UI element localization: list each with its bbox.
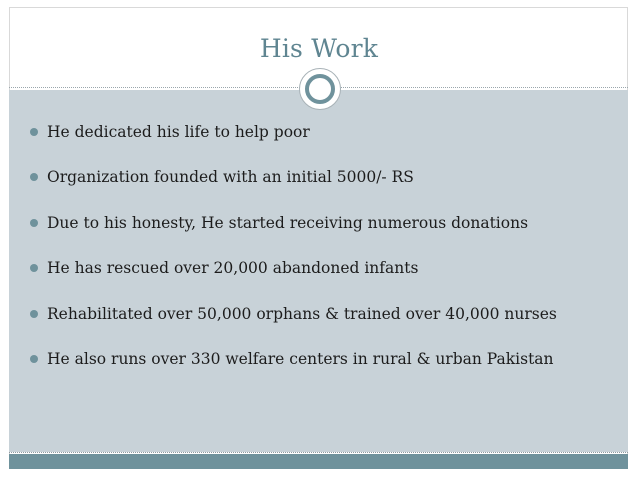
bullet-dot-icon [30, 264, 38, 272]
bullet-text: He also runs over 330 welfare centers in rural & urban Pakistan [47, 350, 554, 369]
list-item [30, 155, 557, 201]
footer-band [9, 454, 628, 469]
bullet-text: He has rescued over 20,000 abandoned infants [47, 259, 419, 278]
bullet-dot-icon [30, 310, 38, 318]
list-item [30, 200, 557, 246]
ring-ornament [299, 68, 341, 110]
slide-title: His Work [259, 34, 379, 63]
bullet-dot-icon [30, 128, 38, 136]
bullet-text: Organization founded with an initial 5000/- RS [47, 168, 414, 187]
bullet-list [30, 122, 557, 382]
list-item [30, 109, 557, 155]
footer-divider [9, 452, 628, 453]
list-item [30, 337, 557, 383]
bullet-dot-icon [30, 173, 38, 181]
ring-ornament-inner [305, 74, 335, 104]
bullet-dot-icon [30, 355, 38, 363]
list-item [30, 291, 557, 337]
bullet-text: Due to his honesty, He started receiving numerous donations [47, 213, 529, 232]
bullet-text: He dedicated his life to help poor [47, 122, 310, 141]
bullet-dot-icon [30, 219, 38, 227]
list-item [30, 246, 557, 292]
bullet-text: Rehabilitated over 50,000 orphans & trained over 40,000 nurses [47, 304, 557, 323]
